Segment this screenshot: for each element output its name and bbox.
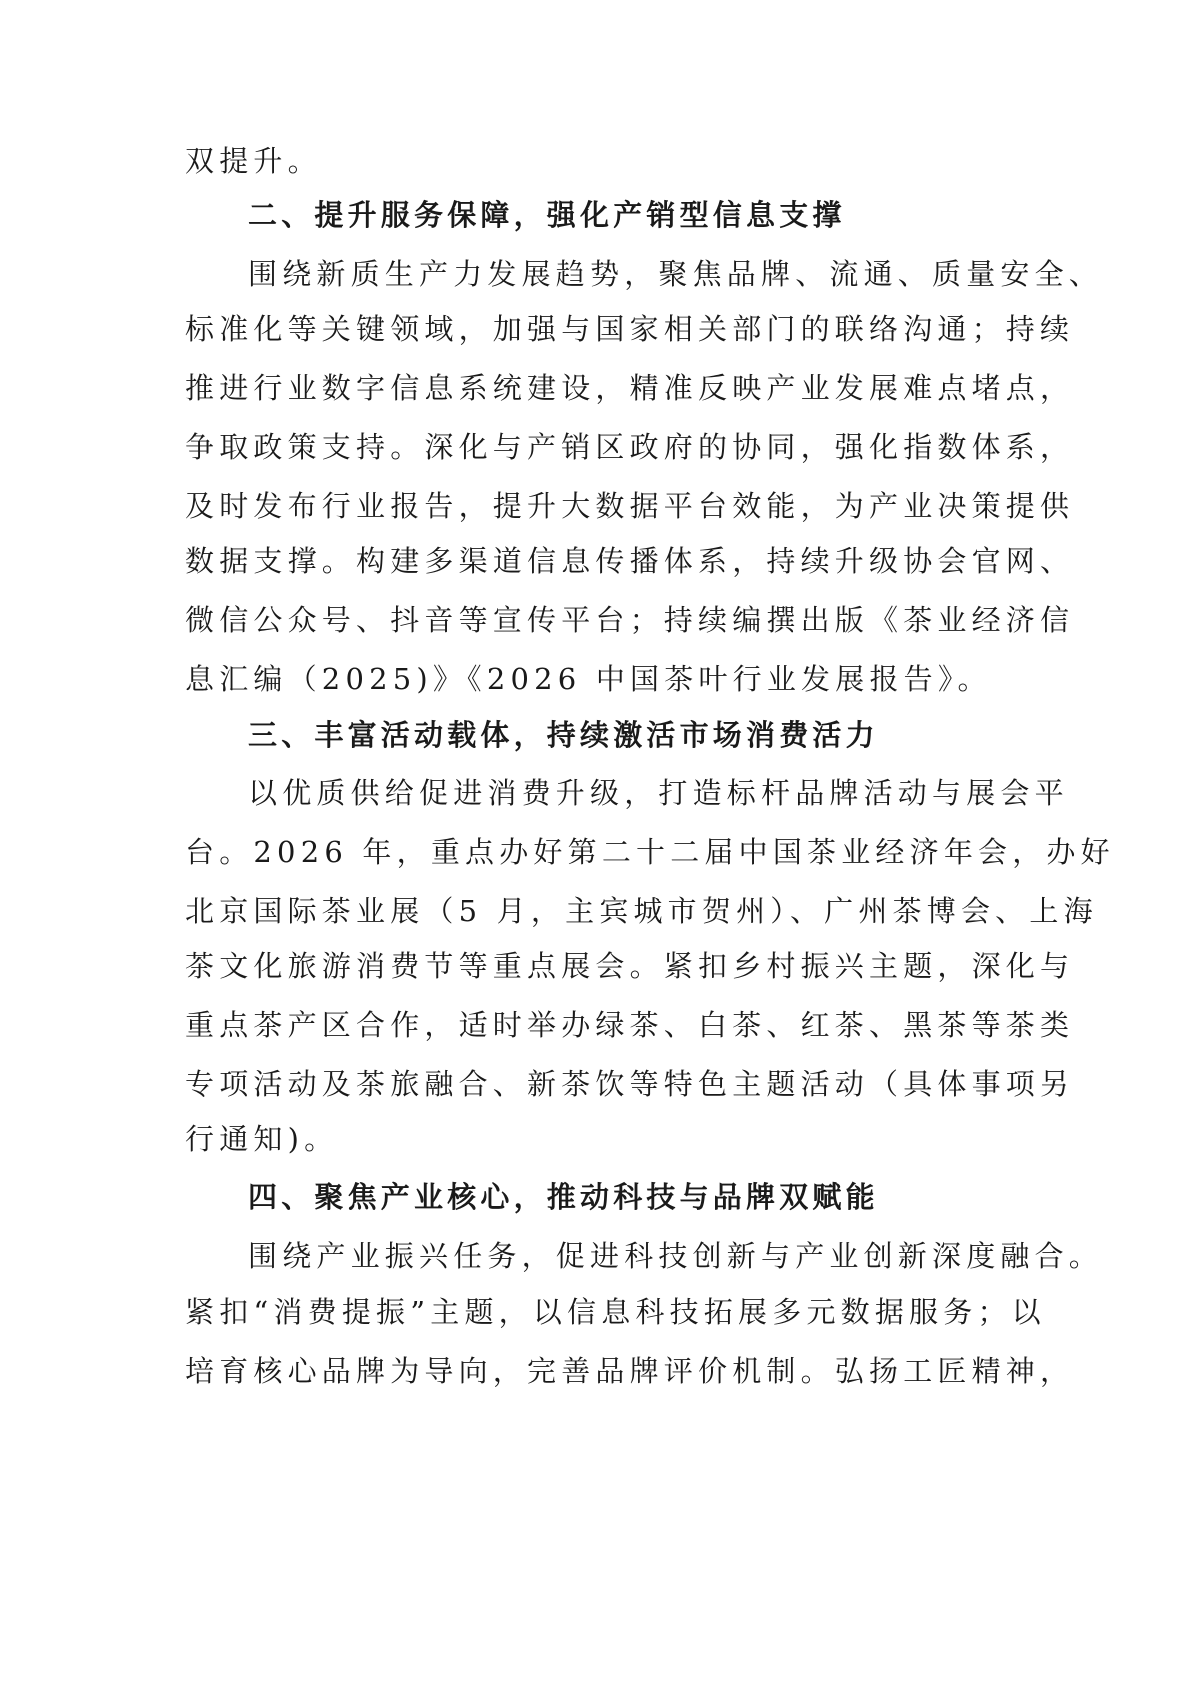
section-heading-2: 二、提升服务保障，强化产销型信息支撑: [248, 198, 846, 232]
section-heading-3: 三、丰富活动载体，持续激活市场消费活力: [248, 718, 879, 752]
paragraph-line: 培育核心品牌为导向，完善品牌评价机制。弘扬工匠精神，: [185, 1354, 1075, 1388]
paragraph-line: 标准化等关键领域，加强与国家相关部门的联络沟通；持续: [185, 312, 1075, 346]
paragraph-line: 推进行业数字信息系统建设，精准反映产业发展难点堵点，: [185, 371, 1075, 405]
paragraph-line: 北京国际茶业展（5 月，主宾城市贺州）、广州茶博会、上海: [185, 894, 1098, 928]
paragraph-line: 围绕新质生产力发展趋势，聚焦品牌、流通、质量安全、: [248, 257, 1104, 291]
paragraph-line: 茶文化旅游消费节等重点展会。紧扣乡村振兴主题，深化与: [185, 949, 1075, 983]
paragraph-line: 台。2026 年，重点办好第二十二届中国茶业经济年会，办好: [185, 835, 1115, 869]
paragraph-line: 息汇编（2025)》《2026 中国茶叶行业发展报告》。: [185, 662, 992, 696]
section-heading-4: 四、聚焦产业核心，推动科技与品牌双赋能: [248, 1180, 879, 1214]
paragraph-line: 微信公众号、抖音等宣传平台；持续编撰出版《茶业经济信: [185, 603, 1075, 637]
paragraph-line: 围绕产业振兴任务，促进科技创新与产业创新深度融合。: [248, 1239, 1104, 1273]
paragraph-line: 数据支撑。构建多渠道信息传播体系，持续升级协会官网、: [185, 544, 1075, 578]
paragraph-line: 以优质供给促进消费升级，打造标杆品牌活动与展会平: [248, 776, 1069, 810]
paragraph-line: 专项活动及茶旅融合、新茶饮等特色主题活动（具体事项另: [185, 1067, 1075, 1101]
paragraph-line: 行通知)。: [185, 1122, 339, 1156]
paragraph-line: 重点茶产区合作，适时举办绿茶、白茶、红茶、黑茶等茶类: [185, 1008, 1075, 1042]
paragraph-line: 紧扣“消费提振”主题，以信息科技拓展多元数据服务；以: [185, 1295, 1046, 1329]
paragraph-line: 及时发布行业报告，提升大数据平台效能，为产业决策提供: [185, 489, 1075, 523]
paragraph-line: 争取政策支持。深化与产销区政府的协同，强化指数体系，: [185, 430, 1075, 464]
paragraph-line: 双提升。: [185, 144, 322, 178]
